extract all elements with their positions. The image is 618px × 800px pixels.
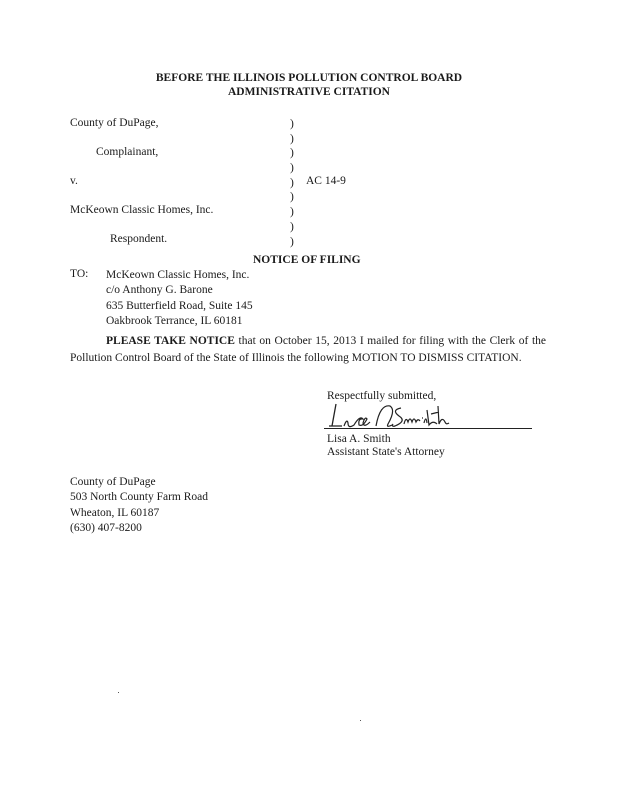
caption-paren: ) [290, 176, 294, 189]
recipient-line: 635 Butterfield Road, Suite 145 [106, 299, 253, 312]
notice-title: NOTICE OF FILING [253, 254, 361, 266]
recipient-line: c/o Anthony G. Barone [106, 284, 213, 297]
caption-paren: ) [290, 118, 294, 130]
signature-line [324, 428, 532, 429]
notice-lead: PLEASE TAKE NOTICE [106, 335, 235, 347]
respondent-role: Respondent. [110, 233, 168, 245]
header-board-title: BEFORE THE ILLINOIS POLLUTION CONTROL BOARD [155, 72, 463, 84]
versus-label: v. [70, 175, 78, 187]
sender-address-line: (630) 407-8200 [70, 521, 142, 534]
recipient-line: Oakbrook Terrance, IL 60181 [106, 314, 243, 327]
recipient-address [106, 268, 253, 329]
sender-address-line: County of DuPage [70, 476, 156, 488]
notice-body [70, 333, 546, 367]
signature-closing: Respectfully submitted, [327, 390, 437, 402]
complainant-name: County of DuPage, [70, 117, 159, 129]
caption-paren: ) [290, 162, 294, 175]
caption-paren: ) [290, 132, 294, 145]
signer-name: Lisa A. Smith [327, 433, 391, 445]
sender-address [70, 475, 208, 536]
respondent-name: McKeown Classic Homes, Inc. [70, 204, 214, 216]
header-citation-title: ADMINISTRATIVE CITATION [228, 86, 390, 98]
caption-paren: ) [290, 206, 294, 219]
caption-paren: ) [290, 147, 294, 160]
case-number: AC 14-9 [306, 175, 346, 187]
caption-paren: ) [290, 235, 294, 248]
to-label: TO: [70, 268, 89, 280]
complainant-role: Complainant, [96, 146, 159, 158]
notice-text: that on October 15, 2013 I mailed for filing with the Clerk of the Pollution Control Board of the State of Illinois the following MOTION TO DISMISS CITATION. [70, 335, 547, 364]
scan-speck [360, 720, 361, 721]
caption-parentheses [290, 117, 300, 249]
caption-paren: ) [290, 191, 294, 204]
signer-title: Assistant State's Attorney [327, 446, 445, 458]
sender-address-line: 503 North County Farm Road [70, 491, 208, 504]
scan-speck [118, 692, 119, 693]
recipient-line: McKeown Classic Homes, Inc. [106, 269, 250, 281]
sender-address-line: Wheaton, IL 60187 [70, 506, 160, 519]
caption-paren: ) [290, 220, 294, 233]
